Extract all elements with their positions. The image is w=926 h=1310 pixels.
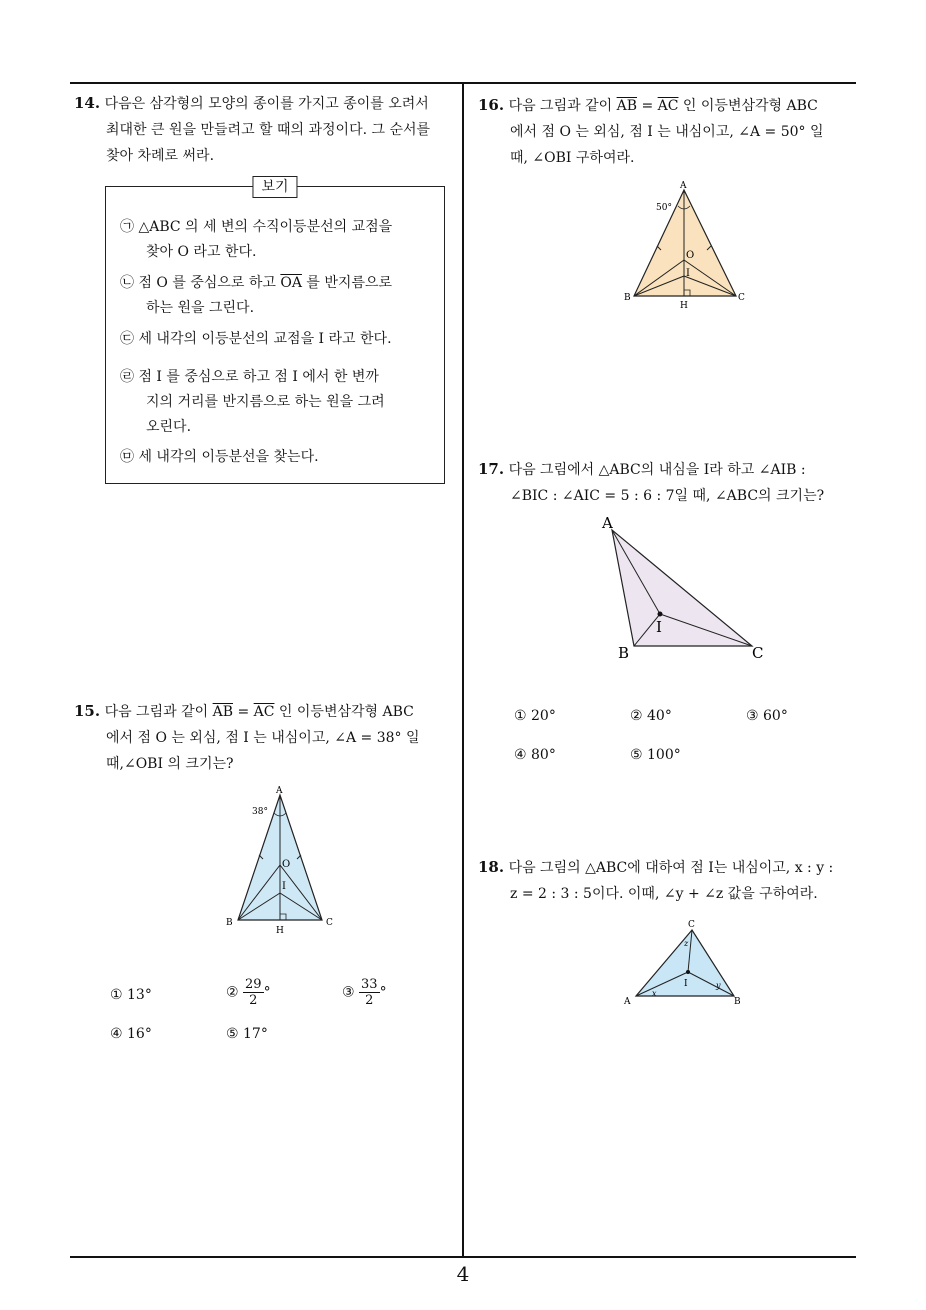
question-number: 16.: [478, 96, 505, 114]
question-15: 15. 다음 그림과 같이 $\overline{AB} = \overline{AC}$ 인 이등변삼각형 ABC 에서 점 O 는 외심, 점 I 는 내심이고, ∠A = 38° 일 때,∠OBI 의 크기는?: [74, 698, 459, 777]
choice-2[interactable]: ② $\frac{29}{2}$ °: [226, 977, 271, 1008]
label-i: I: [282, 881, 286, 892]
question-text: z = 2 : 3 : 5이다. 이때, ∠y + ∠z 값을 구하여라.: [510, 886, 818, 902]
question-number: 18.: [478, 858, 505, 876]
label-i: I: [684, 979, 688, 989]
label-h: H: [680, 301, 688, 311]
choice-3[interactable]: ③ 60°: [746, 708, 788, 724]
choice-3[interactable]: ③ $\frac{33}{2}$ °: [342, 977, 387, 1008]
choice-5[interactable]: ⑤ 100°: [630, 747, 681, 763]
question-16: 16. 다음 그림과 같이 $\overline{AB} = \overline{AC}$ 인 이등변삼각형 ABC 에서 점 O 는 외심, 점 I 는 내심이고, ∠A = 50° 일 때, ∠OBI 구하여라.: [478, 92, 863, 171]
label-angle: 50°: [656, 203, 672, 213]
example-item: ㉠ △ABC 의 세 변의 수직이등분선의 교점을 찾아 O 라고 한다.: [120, 219, 393, 260]
label-i: I: [656, 618, 662, 636]
question-18: [478, 854, 863, 907]
question-text: ∠BIC : ∠AIC = 5 : 6 : 7일 때, ∠ABC의 크기는?: [510, 488, 825, 504]
label-a: A: [680, 181, 687, 191]
column-divider: [462, 82, 464, 1258]
question-text: 에서 점 O 는 외심, 점 I 는 내심이고, ∠A = 50° 일: [510, 124, 824, 140]
question-14: [74, 90, 459, 169]
question-text: 때,∠OBI 의 크기는?: [106, 756, 234, 772]
example-item: ㉡ 점 O 를 중심으로 하고 $\overline{OA}$ 를 반지름으로 하는 원을 그린다.: [120, 275, 393, 316]
choice-4[interactable]: ④ 16°: [110, 1026, 152, 1042]
example-item: ㉤ 세 내각의 이등분선을 찾는다.: [120, 449, 319, 465]
label-o: O: [282, 859, 291, 870]
triangle-abc: [634, 190, 736, 296]
choice-1[interactable]: ① 13°: [110, 987, 152, 1003]
question-number: 17.: [478, 460, 505, 478]
example-box: [105, 179, 445, 484]
question-text: 최대한 큰 원을 만들려고 할 때의 과정이다. 그 순서를: [106, 122, 431, 138]
example-box-title: 보기: [252, 176, 297, 198]
example-item: ㉣ 점 I 를 중심으로 하고 점 I 에서 한 변까 지의 거리를 반지름으로 하는 원을 그려 오린다.: [120, 369, 385, 435]
figure-16: [620, 178, 750, 312]
question-text: 찾아 차례로 써라.: [106, 148, 215, 164]
question-text: 에서 점 O 는 외심, 점 I 는 내심이고, ∠A = 38° 일: [106, 730, 420, 746]
label-b: B: [618, 644, 630, 662]
label-b: B: [624, 293, 631, 303]
label-z: z: [684, 939, 689, 948]
choice-2[interactable]: ② 40°: [630, 708, 672, 724]
label-c: C: [688, 920, 695, 930]
choice-5[interactable]: ⑤ 17°: [226, 1026, 268, 1042]
question-17: [478, 456, 863, 509]
triangle-abc: [612, 530, 752, 646]
label-b: B: [226, 918, 233, 928]
label-x: x: [652, 989, 657, 998]
figure-17: [596, 512, 776, 662]
label-i: I: [686, 268, 690, 279]
question-text: 때, ∠OBI 구하여라.: [510, 150, 635, 166]
label-y: y: [716, 981, 721, 990]
question-number: 14.: [74, 94, 101, 112]
label-c: C: [752, 644, 764, 662]
label-b: B: [734, 997, 741, 1007]
choice-4[interactable]: ④ 80°: [514, 747, 556, 763]
bottom-rule: [70, 1256, 856, 1258]
question-number: 15.: [74, 702, 101, 720]
label-h: H: [276, 926, 284, 935]
label-a: A: [624, 997, 631, 1007]
label-a: A: [602, 514, 613, 532]
label-c: C: [738, 293, 745, 303]
question-text: 다음은 삼각형의 모양의 종이를 가지고 종이를 오려서: [104, 96, 429, 112]
example-item: ㉢ 세 내각의 이등분선의 교점을 I 라고 한다.: [120, 331, 392, 347]
page-number: 4: [456, 1262, 470, 1286]
choice-1[interactable]: ① 20°: [514, 708, 556, 724]
question-text: 다음 그림에서 △ABC의 내심을 I라 하고 ∠AIB :: [508, 462, 806, 478]
label-angle: 38°: [252, 807, 268, 817]
label-o: O: [686, 250, 695, 261]
figure-15: [222, 783, 342, 935]
figure-18: [620, 916, 750, 1010]
label-c: C: [326, 918, 333, 928]
question-text: 다음 그림의 △ABC에 대하여 점 I는 내심이고, x : y :: [508, 860, 834, 876]
label-a: A: [276, 786, 283, 796]
